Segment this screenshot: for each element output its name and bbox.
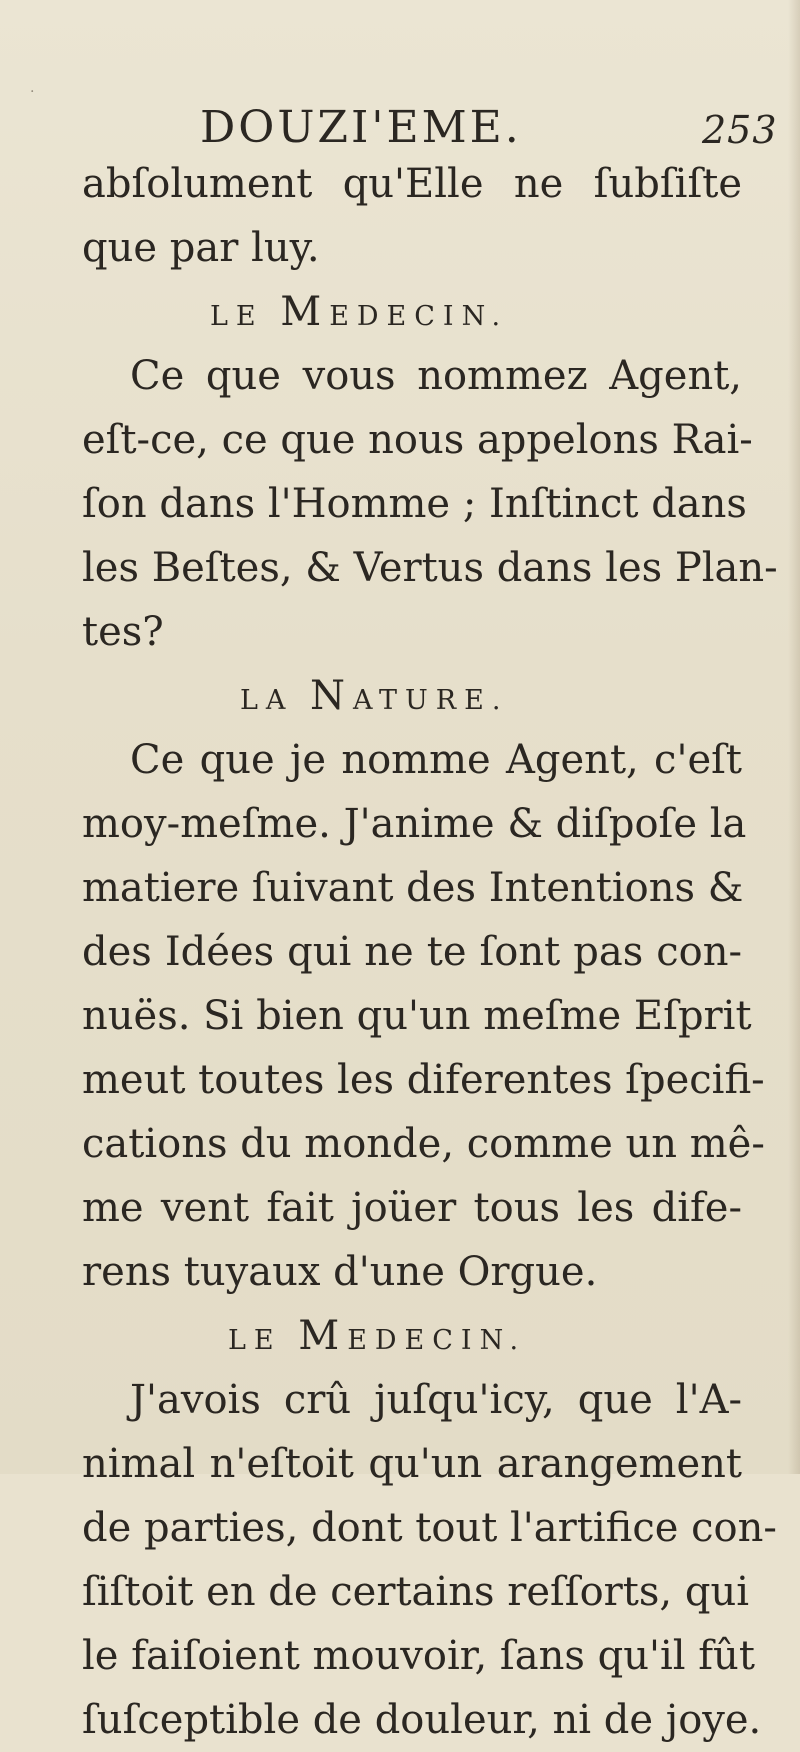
text-line: nuës. Si bien qu'un meſme Eſprit: [82, 993, 752, 1039]
text-line: le faiſoient mouvoir, ſans qu'il fût: [82, 1633, 755, 1679]
text-line: matiere ſuivant des Intentions &: [82, 865, 744, 911]
text-line: nimal n'eſtoit qu'un arangement: [82, 1441, 742, 1487]
text-line: me vent fait joüer tous les dife-: [82, 1185, 742, 1231]
text-line: ſon dans l'Homme ; Inſtinct dans: [82, 481, 747, 527]
text-line: ſuſceptible de douleur, ni de joye.: [82, 1697, 762, 1743]
text-line: cations du monde, comme un mê-: [82, 1121, 765, 1167]
speaker-heading: [82, 1304, 742, 1368]
speaker-initial: M: [298, 1313, 348, 1359]
text-line: ſiſtoit en de certains reſſorts, qui: [82, 1569, 749, 1615]
running-title: DOUZI'EME.: [200, 102, 522, 153]
text-line: moy-meſme. J'anime & diſpoſe la: [82, 801, 747, 847]
text-line: que par luy.: [82, 225, 320, 271]
speaker-heading: [82, 664, 742, 728]
text-line: eſt-ce, ce que nous appelons Rai-: [82, 417, 753, 463]
speaker-prefix: LE: [210, 301, 281, 332]
speaker-rest: EDECIN.: [347, 1325, 527, 1356]
speaker-prefix: LA: [240, 685, 311, 716]
page-number: 253: [702, 108, 778, 152]
speaker-initial: N: [310, 673, 354, 719]
text-line: rens tuyaux d'une Orgue.: [82, 1249, 598, 1295]
page-edge-shadow: [788, 0, 800, 1474]
text-line: Ce que vous nommez Agent,: [130, 353, 742, 399]
corner-mark: .: [30, 80, 35, 96]
text-line: les Beſtes, & Vertus dans les Plan-: [82, 545, 778, 591]
speaker-heading: [82, 280, 742, 344]
text-line: meut toutes les diferentes ſpecifi-: [82, 1057, 765, 1103]
text-line: des Idées qui ne te ſont pas con-: [82, 929, 742, 975]
speaker-rest: EDECIN.: [329, 301, 509, 332]
speaker-rest: ATURE.: [353, 685, 509, 716]
text-line: de parties, dont tout l'artifice con-: [82, 1505, 777, 1551]
text-block: [82, 152, 778, 1752]
text-line: Ce que je nomme Agent, c'eſt: [130, 737, 742, 783]
text-line: abſolument qu'Elle ne ſubſiſte: [82, 161, 742, 207]
text-line: tes?: [82, 609, 164, 655]
speaker-initial: M: [280, 289, 330, 335]
speaker-prefix: LE: [228, 1325, 299, 1356]
text-line: J'avois crû juſqu'icy, que l'A-: [130, 1377, 742, 1423]
